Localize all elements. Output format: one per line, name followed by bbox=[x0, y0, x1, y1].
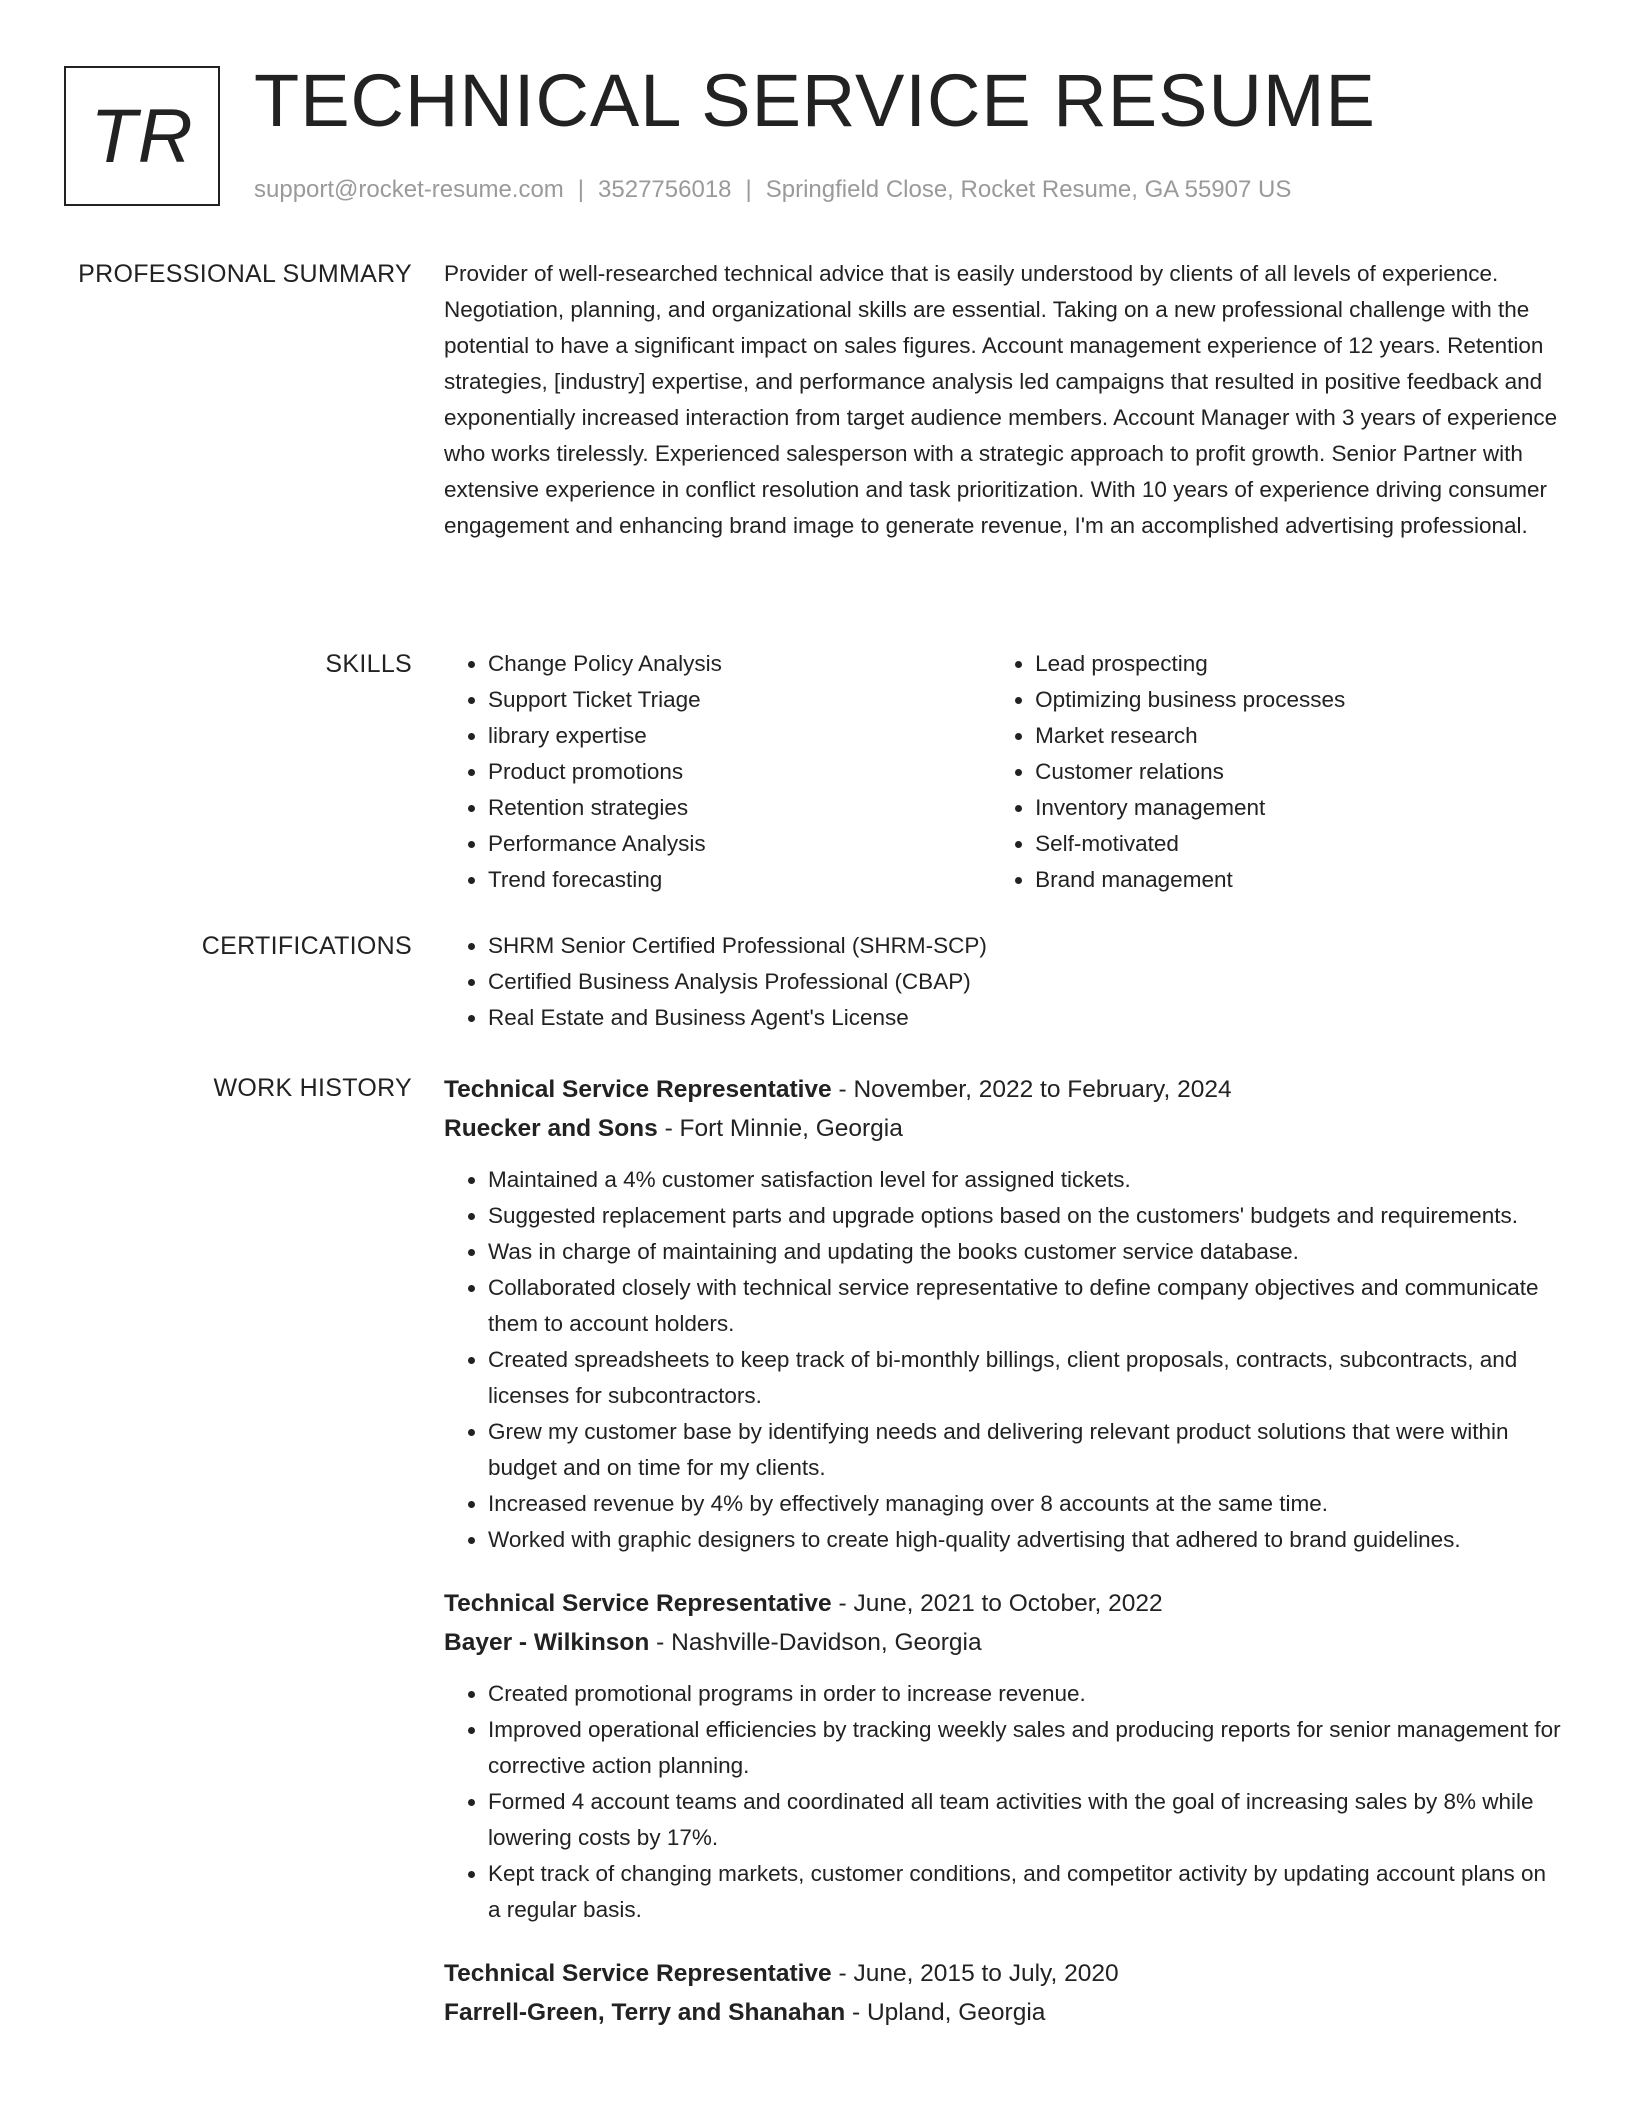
skills-list-left bbox=[444, 646, 991, 898]
certification-item: • Real Estate and Business Agent's License bbox=[488, 1000, 1564, 1036]
contact-phone: 3527756018 bbox=[598, 176, 732, 203]
job-bullet: • Maintained a 4% customer satisfaction level for assigned tickets. bbox=[488, 1162, 1564, 1198]
job-entry bbox=[444, 1584, 1564, 1928]
job-location: - Nashville-Davidson, Georgia bbox=[649, 1629, 982, 1656]
skill-item: • Market research bbox=[1035, 718, 1564, 754]
job-bullet: • Was in charge of maintaining and updating the books customer service database. bbox=[488, 1234, 1564, 1270]
work-history-body bbox=[444, 1070, 1564, 2058]
skill-item: • Brand management bbox=[1035, 862, 1564, 898]
job-title: Technical Service Representative bbox=[444, 1960, 832, 1987]
skill-item: • Support Ticket Triage bbox=[488, 682, 991, 718]
job-company-line bbox=[444, 1109, 1564, 1148]
job-company: Farrell-Green, Terry and Shanahan bbox=[444, 1999, 846, 2026]
skill-item: • Performance Analysis bbox=[488, 826, 991, 862]
skill-item: • Retention strategies bbox=[488, 790, 991, 826]
skill-item: • Inventory management bbox=[1035, 790, 1564, 826]
certifications-body bbox=[444, 928, 1564, 1036]
contact-email: support@rocket-resume.com bbox=[254, 176, 564, 203]
job-bullet: • Increased revenue by 4% by effectively managing over 8 accounts at the same time. bbox=[488, 1486, 1564, 1522]
job-bullet-list bbox=[444, 1162, 1564, 1558]
job-bullet: • Suggested replacement parts and upgrade options based on the customers' budgets and requirements. bbox=[488, 1198, 1564, 1234]
contact-separator: | bbox=[745, 176, 752, 203]
skill-item: • library expertise bbox=[488, 718, 991, 754]
job-bullet: • Collaborated closely with technical service representative to define company objectives and communicate them to account holders. bbox=[488, 1270, 1564, 1342]
skill-item: • Change Policy Analysis bbox=[488, 646, 991, 682]
skill-item: • Lead prospecting bbox=[1035, 646, 1564, 682]
resume-title: TECHNICAL SERVICE RESUME bbox=[254, 59, 1376, 142]
job-title: Technical Service Representative bbox=[444, 1076, 832, 1103]
job-dates: - November, 2022 to February, 2024 bbox=[831, 1076, 1232, 1103]
job-location: - Fort Minnie, Georgia bbox=[657, 1115, 903, 1142]
job-bullet: • Improved operational efficiencies by tracking weekly sales and producing reports for senior management for corrective action planning. bbox=[488, 1712, 1564, 1784]
job-company: Bayer - Wilkinson bbox=[444, 1629, 650, 1656]
job-bullet: • Created promotional programs in order to increase revenue. bbox=[488, 1676, 1564, 1712]
summary-text: Provider of well-researched technical advice that is easily understood by clients of all levels of experience. Negotiation, planning, and organizational skills are essential. Taking on a new professional challenge with the potential to have a significant impact on sales figures. Account management experience of 12 years. Retention strategies, [industry] expertise, and performance analysis led campaigns that resulted in positive feedback and exponentially increased interaction from target audience members. Account Manager with 3 years of experience who works tirelessly. Experienced salesperson with a strategic approach to profit growth. Senior Partner with extensive experience in conflict resolution and task prioritization. With 10 years of experience driving consumer engagement and enhancing brand image to generate revenue, I'm an accomplished advertising professional. bbox=[444, 261, 1558, 538]
skills-list-right bbox=[991, 646, 1564, 898]
job-title-line bbox=[444, 1954, 1564, 1993]
job-bullet: • Grew my customer base by identifying needs and delivering relevant product solutions that were within budget and on time for my clients. bbox=[488, 1414, 1564, 1486]
certifications-list bbox=[444, 928, 1564, 1036]
job-bullet: • Worked with graphic designers to create high-quality advertising that adhered to brand guidelines. bbox=[488, 1522, 1564, 1558]
job-entry bbox=[444, 1070, 1564, 1558]
job-title-line bbox=[444, 1584, 1564, 1623]
job-bullet: • Kept track of changing markets, customer conditions, and competitor activity by updating account plans on a regular basis. bbox=[488, 1856, 1564, 1928]
contact-separator: | bbox=[577, 176, 585, 203]
monogram-logo: TR bbox=[64, 66, 220, 206]
job-company-line bbox=[444, 1623, 1564, 1662]
skill-item: • Optimizing business processes bbox=[1035, 682, 1564, 718]
job-dates: - June, 2021 to October, 2022 bbox=[831, 1590, 1163, 1617]
skill-item: • Self-motivated bbox=[1035, 826, 1564, 862]
skill-item: • Customer relations bbox=[1035, 754, 1564, 790]
job-bullet: • Created spreadsheets to keep track of bi-monthly billings, client proposals, contracts, subcontracts, and licenses for subcontractors. bbox=[488, 1342, 1564, 1414]
section-label-certifications: CERTIFICATIONS bbox=[201, 932, 412, 960]
job-bullet-list bbox=[444, 1676, 1564, 1928]
certification-item: • Certified Business Analysis Professional (CBAP) bbox=[488, 964, 1564, 1000]
section-label-work-history: WORK HISTORY bbox=[213, 1074, 412, 1102]
section-label-summary: PROFESSIONAL SUMMARY bbox=[78, 260, 412, 288]
summary-body bbox=[444, 256, 1564, 544]
job-dates: - June, 2015 to July, 2020 bbox=[831, 1960, 1119, 1987]
job-title: Technical Service Representative bbox=[444, 1590, 832, 1617]
skill-item: • Product promotions bbox=[488, 754, 991, 790]
skills-body bbox=[444, 646, 1564, 898]
job-company: Ruecker and Sons bbox=[444, 1115, 658, 1142]
job-title-line bbox=[444, 1070, 1564, 1109]
contact-line bbox=[254, 174, 1291, 206]
job-location: - Upland, Georgia bbox=[845, 1999, 1046, 2026]
job-entry bbox=[444, 1954, 1564, 2032]
job-company-line bbox=[444, 1993, 1564, 2032]
job-bullet: • Formed 4 account teams and coordinated all team activities with the goal of increasing sales by 8% while lowering costs by 17%. bbox=[488, 1784, 1564, 1856]
section-label-skills: SKILLS bbox=[325, 650, 412, 678]
skill-item: • Trend forecasting bbox=[488, 862, 991, 898]
certification-item: • SHRM Senior Certified Professional (SHRM-SCP) bbox=[488, 928, 1564, 964]
contact-address: Springfield Close, Rocket Resume, GA 55907 US bbox=[765, 176, 1292, 203]
